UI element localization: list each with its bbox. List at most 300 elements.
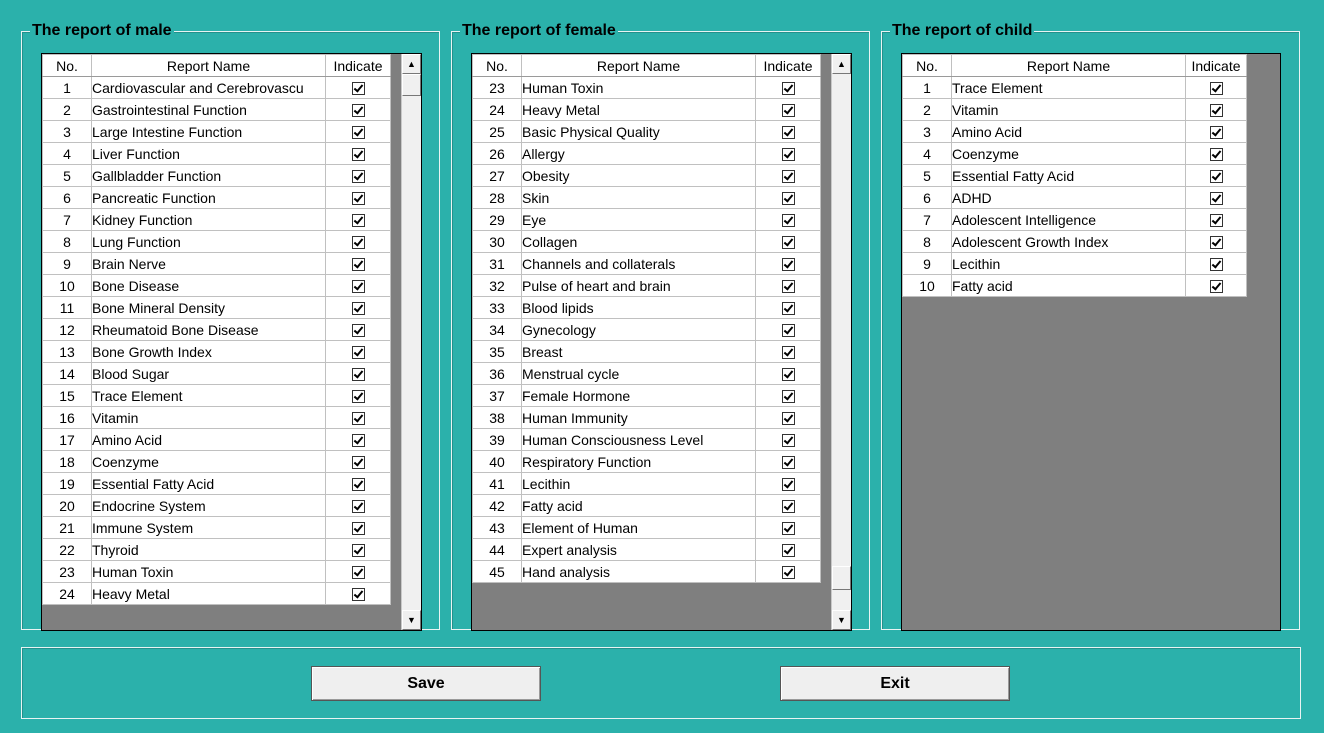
indicate-checkbox[interactable] bbox=[1210, 280, 1223, 293]
row-number-cell: 25 bbox=[473, 121, 522, 143]
table-row[interactable] bbox=[43, 341, 391, 363]
table-row[interactable] bbox=[473, 363, 821, 385]
row-number-cell: 21 bbox=[43, 517, 92, 539]
indicate-cell bbox=[756, 539, 821, 561]
report-name-cell: Large Intestine Function bbox=[92, 121, 326, 143]
row-number-cell: 23 bbox=[43, 561, 92, 583]
table-row[interactable] bbox=[473, 407, 821, 429]
column-header-no[interactable]: No. bbox=[903, 55, 952, 77]
table-row[interactable] bbox=[473, 517, 821, 539]
indicate-checkbox[interactable] bbox=[352, 500, 365, 513]
report-name-cell: Vitamin bbox=[952, 99, 1186, 121]
indicate-checkbox[interactable] bbox=[782, 82, 795, 95]
indicate-checkbox[interactable] bbox=[782, 214, 795, 227]
indicate-cell bbox=[326, 495, 391, 517]
indicate-cell bbox=[326, 77, 391, 99]
indicate-checkbox[interactable] bbox=[782, 192, 795, 205]
column-header-no[interactable]: No. bbox=[43, 55, 92, 77]
indicate-cell bbox=[756, 253, 821, 275]
indicate-cell bbox=[1186, 99, 1247, 121]
female-report-group bbox=[451, 22, 870, 630]
table-row[interactable] bbox=[473, 99, 821, 121]
row-number-cell: 1 bbox=[903, 77, 952, 99]
row-number-cell: 4 bbox=[903, 143, 952, 165]
indicate-checkbox[interactable] bbox=[352, 82, 365, 95]
report-name-cell: Fatty acid bbox=[952, 275, 1186, 297]
report-name-cell: Skin bbox=[522, 187, 756, 209]
row-number-cell: 10 bbox=[903, 275, 952, 297]
table-row[interactable] bbox=[903, 209, 1247, 231]
indicate-checkbox[interactable] bbox=[352, 544, 365, 557]
row-number-cell: 24 bbox=[473, 99, 522, 121]
table-row[interactable] bbox=[473, 429, 821, 451]
indicate-cell bbox=[326, 187, 391, 209]
indicate-checkbox[interactable] bbox=[352, 214, 365, 227]
indicate-cell bbox=[326, 407, 391, 429]
row-number-cell: 15 bbox=[43, 385, 92, 407]
report-name-cell: Gynecology bbox=[522, 319, 756, 341]
report-name-cell: Essential Fatty Acid bbox=[92, 473, 326, 495]
indicate-cell bbox=[326, 99, 391, 121]
report-name-cell: Gallbladder Function bbox=[92, 165, 326, 187]
table-row[interactable] bbox=[43, 99, 391, 121]
table-row[interactable] bbox=[903, 275, 1247, 297]
indicate-cell bbox=[756, 187, 821, 209]
indicate-checkbox[interactable] bbox=[352, 346, 365, 359]
report-name-cell: Amino Acid bbox=[92, 429, 326, 451]
report-name-cell: Human Consciousness Level bbox=[522, 429, 756, 451]
indicate-cell bbox=[1186, 187, 1247, 209]
indicate-checkbox[interactable] bbox=[1210, 192, 1223, 205]
indicate-cell bbox=[1186, 165, 1247, 187]
row-number-cell: 31 bbox=[473, 253, 522, 275]
indicate-cell bbox=[756, 143, 821, 165]
indicate-checkbox[interactable] bbox=[1210, 214, 1223, 227]
exit-button[interactable]: Exit bbox=[780, 666, 1010, 701]
male-report-table bbox=[42, 54, 391, 605]
indicate-cell bbox=[756, 385, 821, 407]
table-row[interactable] bbox=[903, 253, 1247, 275]
indicate-cell bbox=[1186, 143, 1247, 165]
table-row[interactable] bbox=[473, 209, 821, 231]
report-name-cell: Human Immunity bbox=[522, 407, 756, 429]
report-name-cell: Bone Disease bbox=[92, 275, 326, 297]
indicate-checkbox[interactable] bbox=[1210, 258, 1223, 271]
row-number-cell: 40 bbox=[473, 451, 522, 473]
child-report-grid[interactable] bbox=[901, 53, 1281, 631]
scroll-down-arrow-icon[interactable]: ▼ bbox=[832, 610, 851, 630]
indicate-checkbox[interactable] bbox=[352, 148, 365, 161]
indicate-cell bbox=[326, 143, 391, 165]
row-number-cell: 39 bbox=[473, 429, 522, 451]
female-group-title: The report of female bbox=[462, 22, 616, 39]
report-name-cell: Heavy Metal bbox=[522, 99, 756, 121]
indicate-cell bbox=[326, 253, 391, 275]
scroll-up-arrow-icon[interactable]: ▲ bbox=[832, 54, 851, 74]
indicate-checkbox[interactable] bbox=[782, 544, 795, 557]
indicate-cell bbox=[756, 99, 821, 121]
table-row[interactable] bbox=[43, 561, 391, 583]
report-name-cell: ADHD bbox=[952, 187, 1186, 209]
row-number-cell: 3 bbox=[903, 121, 952, 143]
row-number-cell: 34 bbox=[473, 319, 522, 341]
row-number-cell: 35 bbox=[473, 341, 522, 363]
indicate-checkbox[interactable] bbox=[1210, 170, 1223, 183]
report-name-cell: Lecithin bbox=[522, 473, 756, 495]
report-name-cell: Liver Function bbox=[92, 143, 326, 165]
indicate-cell bbox=[326, 121, 391, 143]
indicate-checkbox[interactable] bbox=[352, 170, 365, 183]
row-number-cell: 11 bbox=[43, 297, 92, 319]
table-row[interactable] bbox=[903, 77, 1247, 99]
row-number-cell: 18 bbox=[43, 451, 92, 473]
indicate-cell bbox=[326, 231, 391, 253]
indicate-cell bbox=[326, 429, 391, 451]
scroll-thumb[interactable] bbox=[402, 74, 421, 96]
indicate-checkbox[interactable] bbox=[782, 456, 795, 469]
row-number-cell: 5 bbox=[43, 165, 92, 187]
table-row[interactable] bbox=[43, 253, 391, 275]
indicate-cell bbox=[326, 561, 391, 583]
row-number-cell: 27 bbox=[473, 165, 522, 187]
report-name-cell: Obesity bbox=[522, 165, 756, 187]
table-row[interactable] bbox=[473, 187, 821, 209]
report-name-cell: Brain Nerve bbox=[92, 253, 326, 275]
report-name-cell: Rheumatoid Bone Disease bbox=[92, 319, 326, 341]
save-button[interactable]: Save bbox=[311, 666, 541, 701]
indicate-cell bbox=[1186, 253, 1247, 275]
scroll-up-arrow-icon[interactable]: ▲ bbox=[402, 54, 421, 74]
table-row[interactable] bbox=[903, 121, 1247, 143]
row-number-cell: 37 bbox=[473, 385, 522, 407]
table-row[interactable] bbox=[43, 363, 391, 385]
row-number-cell: 8 bbox=[43, 231, 92, 253]
report-name-cell: Human Toxin bbox=[522, 77, 756, 99]
table-row[interactable] bbox=[43, 297, 391, 319]
indicate-checkbox[interactable] bbox=[782, 148, 795, 161]
male-report-grid[interactable] bbox=[41, 53, 422, 631]
indicate-checkbox[interactable] bbox=[352, 456, 365, 469]
indicate-checkbox[interactable] bbox=[782, 280, 795, 293]
table-row[interactable] bbox=[43, 231, 391, 253]
indicate-checkbox[interactable] bbox=[782, 478, 795, 491]
report-name-cell: Cardiovascular and Cerebrovascu bbox=[92, 77, 326, 99]
table-row[interactable] bbox=[43, 451, 391, 473]
row-number-cell: 1 bbox=[43, 77, 92, 99]
indicate-cell bbox=[756, 407, 821, 429]
indicate-checkbox[interactable] bbox=[782, 126, 795, 139]
indicate-checkbox[interactable] bbox=[782, 368, 795, 381]
table-row[interactable] bbox=[903, 99, 1247, 121]
report-name-cell: Expert analysis bbox=[522, 539, 756, 561]
indicate-checkbox[interactable] bbox=[352, 126, 365, 139]
button-panel bbox=[21, 647, 1301, 719]
indicate-cell bbox=[756, 363, 821, 385]
row-number-cell: 45 bbox=[473, 561, 522, 583]
indicate-cell bbox=[756, 297, 821, 319]
indicate-checkbox[interactable] bbox=[782, 258, 795, 271]
row-number-cell: 4 bbox=[43, 143, 92, 165]
report-name-cell: Human Toxin bbox=[92, 561, 326, 583]
table-row[interactable] bbox=[473, 495, 821, 517]
indicate-cell bbox=[1186, 231, 1247, 253]
female-vertical-scrollbar[interactable] bbox=[831, 54, 851, 630]
table-row[interactable] bbox=[43, 385, 391, 407]
report-name-cell: Female Hormone bbox=[522, 385, 756, 407]
indicate-cell bbox=[326, 539, 391, 561]
row-number-cell: 29 bbox=[473, 209, 522, 231]
table-header-row bbox=[43, 55, 391, 77]
row-number-cell: 6 bbox=[43, 187, 92, 209]
indicate-checkbox[interactable] bbox=[782, 346, 795, 359]
report-name-cell: Kidney Function bbox=[92, 209, 326, 231]
indicate-checkbox[interactable] bbox=[1210, 104, 1223, 117]
indicate-checkbox[interactable] bbox=[352, 104, 365, 117]
indicate-cell bbox=[756, 341, 821, 363]
indicate-cell bbox=[326, 363, 391, 385]
indicate-cell bbox=[1186, 209, 1247, 231]
child-report-group bbox=[881, 22, 1300, 630]
report-name-cell: Trace Element bbox=[92, 385, 326, 407]
report-name-cell: Adolescent Growth Index bbox=[952, 231, 1186, 253]
table-row[interactable] bbox=[473, 121, 821, 143]
table-row[interactable] bbox=[43, 121, 391, 143]
table-row[interactable] bbox=[43, 539, 391, 561]
male-vertical-scrollbar[interactable] bbox=[401, 54, 421, 630]
column-header-no[interactable]: No. bbox=[473, 55, 522, 77]
row-number-cell: 10 bbox=[43, 275, 92, 297]
table-row[interactable] bbox=[473, 253, 821, 275]
indicate-cell bbox=[756, 451, 821, 473]
table-header-row bbox=[903, 55, 1247, 77]
report-name-cell: Pulse of heart and brain bbox=[522, 275, 756, 297]
indicate-checkbox[interactable] bbox=[782, 566, 795, 579]
row-number-cell: 3 bbox=[43, 121, 92, 143]
row-number-cell: 17 bbox=[43, 429, 92, 451]
indicate-cell bbox=[756, 121, 821, 143]
report-name-cell: Basic Physical Quality bbox=[522, 121, 756, 143]
row-number-cell: 32 bbox=[473, 275, 522, 297]
report-name-cell: Coenzyme bbox=[92, 451, 326, 473]
indicate-cell bbox=[756, 77, 821, 99]
row-number-cell: 7 bbox=[43, 209, 92, 231]
report-name-cell: Blood Sugar bbox=[92, 363, 326, 385]
indicate-checkbox[interactable] bbox=[782, 390, 795, 403]
table-row[interactable] bbox=[473, 297, 821, 319]
indicate-checkbox[interactable] bbox=[352, 390, 365, 403]
report-name-cell: Adolescent Intelligence bbox=[952, 209, 1186, 231]
indicate-checkbox[interactable] bbox=[1210, 82, 1223, 95]
female-report-grid[interactable] bbox=[471, 53, 852, 631]
row-number-cell: 19 bbox=[43, 473, 92, 495]
indicate-checkbox[interactable] bbox=[352, 302, 365, 315]
report-name-cell: Respiratory Function bbox=[522, 451, 756, 473]
scroll-thumb[interactable] bbox=[832, 566, 851, 590]
row-number-cell: 9 bbox=[903, 253, 952, 275]
indicate-cell bbox=[756, 319, 821, 341]
indicate-cell bbox=[756, 275, 821, 297]
row-number-cell: 38 bbox=[473, 407, 522, 429]
indicate-checkbox[interactable] bbox=[352, 192, 365, 205]
row-number-cell: 7 bbox=[903, 209, 952, 231]
indicate-cell bbox=[326, 319, 391, 341]
report-name-cell: Trace Element bbox=[952, 77, 1186, 99]
indicate-cell bbox=[326, 297, 391, 319]
table-row[interactable] bbox=[903, 231, 1247, 253]
row-number-cell: 20 bbox=[43, 495, 92, 517]
indicate-checkbox[interactable] bbox=[782, 302, 795, 315]
report-name-cell: Breast bbox=[522, 341, 756, 363]
row-number-cell: 12 bbox=[43, 319, 92, 341]
table-row[interactable] bbox=[473, 143, 821, 165]
column-header-report-name[interactable]: Report Name bbox=[92, 55, 326, 77]
table-row[interactable] bbox=[903, 187, 1247, 209]
table-header-row bbox=[473, 55, 821, 77]
column-header-report-name[interactable]: Report Name bbox=[952, 55, 1186, 77]
table-row[interactable] bbox=[473, 275, 821, 297]
indicate-cell bbox=[326, 341, 391, 363]
row-number-cell: 28 bbox=[473, 187, 522, 209]
indicate-checkbox[interactable] bbox=[782, 412, 795, 425]
row-number-cell: 22 bbox=[43, 539, 92, 561]
indicate-cell bbox=[326, 583, 391, 605]
indicate-checkbox[interactable] bbox=[782, 236, 795, 249]
table-row[interactable] bbox=[43, 495, 391, 517]
indicate-checkbox[interactable] bbox=[352, 280, 365, 293]
indicate-cell bbox=[326, 451, 391, 473]
male-group-title: The report of male bbox=[32, 22, 172, 39]
indicate-checkbox[interactable] bbox=[352, 566, 365, 579]
table-row[interactable] bbox=[43, 275, 391, 297]
indicate-checkbox[interactable] bbox=[352, 236, 365, 249]
table-row[interactable] bbox=[43, 583, 391, 605]
indicate-checkbox[interactable] bbox=[782, 434, 795, 447]
table-row[interactable] bbox=[43, 187, 391, 209]
report-name-cell: Essential Fatty Acid bbox=[952, 165, 1186, 187]
table-row[interactable] bbox=[43, 77, 391, 99]
report-name-cell: Lung Function bbox=[92, 231, 326, 253]
table-row[interactable] bbox=[473, 231, 821, 253]
table-row[interactable] bbox=[43, 143, 391, 165]
row-number-cell: 36 bbox=[473, 363, 522, 385]
child-group-title: The report of child bbox=[892, 22, 1033, 39]
indicate-checkbox[interactable] bbox=[1210, 236, 1223, 249]
indicate-checkbox[interactable] bbox=[352, 434, 365, 447]
report-name-cell: Thyroid bbox=[92, 539, 326, 561]
report-name-cell: Eye bbox=[522, 209, 756, 231]
table-row[interactable] bbox=[473, 539, 821, 561]
indicate-checkbox[interactable] bbox=[782, 500, 795, 513]
report-name-cell: Lecithin bbox=[952, 253, 1186, 275]
report-name-cell: Blood lipids bbox=[522, 297, 756, 319]
indicate-cell bbox=[326, 385, 391, 407]
indicate-checkbox[interactable] bbox=[782, 522, 795, 535]
table-row[interactable] bbox=[473, 165, 821, 187]
report-name-cell: Vitamin bbox=[92, 407, 326, 429]
row-number-cell: 43 bbox=[473, 517, 522, 539]
row-number-cell: 8 bbox=[903, 231, 952, 253]
table-row[interactable] bbox=[473, 319, 821, 341]
report-name-cell: Allergy bbox=[522, 143, 756, 165]
indicate-checkbox[interactable] bbox=[352, 588, 365, 601]
table-row[interactable] bbox=[903, 143, 1247, 165]
report-name-cell: Menstrual cycle bbox=[522, 363, 756, 385]
table-row[interactable] bbox=[43, 165, 391, 187]
report-name-cell: Gastrointestinal Function bbox=[92, 99, 326, 121]
table-row[interactable] bbox=[473, 561, 821, 583]
table-row[interactable] bbox=[473, 451, 821, 473]
table-row[interactable] bbox=[43, 407, 391, 429]
indicate-checkbox[interactable] bbox=[782, 104, 795, 117]
row-number-cell: 5 bbox=[903, 165, 952, 187]
indicate-cell bbox=[326, 275, 391, 297]
table-row[interactable] bbox=[43, 517, 391, 539]
table-row[interactable] bbox=[903, 165, 1247, 187]
column-header-indicate[interactable]: Indicate bbox=[756, 55, 821, 77]
table-row[interactable] bbox=[473, 341, 821, 363]
indicate-checkbox[interactable] bbox=[782, 170, 795, 183]
report-name-cell: Immune System bbox=[92, 517, 326, 539]
row-number-cell: 26 bbox=[473, 143, 522, 165]
scroll-down-arrow-icon[interactable]: ▼ bbox=[402, 610, 421, 630]
row-number-cell: 41 bbox=[473, 473, 522, 495]
table-row[interactable] bbox=[43, 319, 391, 341]
report-name-cell: Element of Human bbox=[522, 517, 756, 539]
column-header-indicate[interactable]: Indicate bbox=[326, 55, 391, 77]
indicate-cell bbox=[326, 209, 391, 231]
indicate-cell bbox=[756, 209, 821, 231]
row-number-cell: 33 bbox=[473, 297, 522, 319]
table-row[interactable] bbox=[473, 385, 821, 407]
column-header-indicate[interactable]: Indicate bbox=[1186, 55, 1247, 77]
indicate-cell bbox=[756, 495, 821, 517]
indicate-cell bbox=[1186, 77, 1247, 99]
indicate-checkbox[interactable] bbox=[352, 412, 365, 425]
report-name-cell: Amino Acid bbox=[952, 121, 1186, 143]
indicate-cell bbox=[756, 561, 821, 583]
indicate-cell bbox=[756, 473, 821, 495]
report-name-cell: Coenzyme bbox=[952, 143, 1186, 165]
table-row[interactable] bbox=[43, 209, 391, 231]
indicate-checkbox[interactable] bbox=[352, 368, 365, 381]
indicate-checkbox[interactable] bbox=[352, 258, 365, 271]
indicate-cell bbox=[326, 165, 391, 187]
indicate-cell bbox=[1186, 121, 1247, 143]
indicate-cell bbox=[1186, 275, 1247, 297]
table-row[interactable] bbox=[473, 473, 821, 495]
table-row[interactable] bbox=[43, 473, 391, 495]
report-name-cell: Channels and collaterals bbox=[522, 253, 756, 275]
indicate-checkbox[interactable] bbox=[1210, 148, 1223, 161]
indicate-cell bbox=[756, 165, 821, 187]
row-number-cell: 23 bbox=[473, 77, 522, 99]
indicate-checkbox[interactable] bbox=[1210, 126, 1223, 139]
indicate-checkbox[interactable] bbox=[352, 522, 365, 535]
row-number-cell: 13 bbox=[43, 341, 92, 363]
table-row[interactable] bbox=[43, 429, 391, 451]
indicate-checkbox[interactable] bbox=[352, 478, 365, 491]
column-header-report-name[interactable]: Report Name bbox=[522, 55, 756, 77]
indicate-cell bbox=[326, 517, 391, 539]
indicate-cell bbox=[756, 517, 821, 539]
row-number-cell: 30 bbox=[473, 231, 522, 253]
indicate-checkbox[interactable] bbox=[352, 324, 365, 337]
male-report-group bbox=[21, 22, 440, 630]
table-row[interactable] bbox=[473, 77, 821, 99]
report-name-cell: Fatty acid bbox=[522, 495, 756, 517]
indicate-checkbox[interactable] bbox=[782, 324, 795, 337]
report-name-cell: Endocrine System bbox=[92, 495, 326, 517]
